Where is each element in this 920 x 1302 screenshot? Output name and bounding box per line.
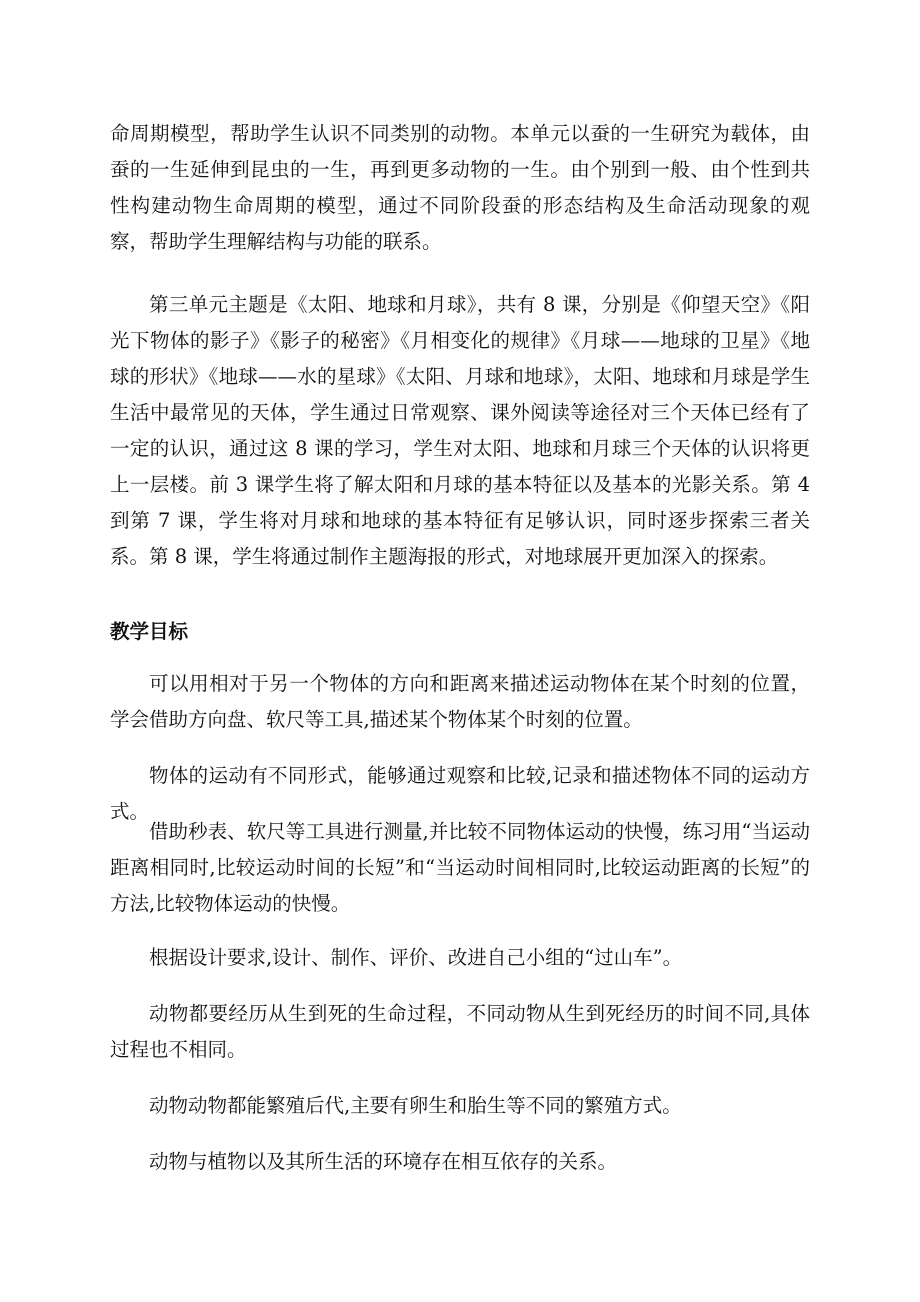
objective-item: 动物都要经历从生到死的生命过程，不同动物从生到死经历的时间不同,具体过程也不相同。 bbox=[110, 1002, 810, 1061]
objective-item: 根据设计要求,设计、制作、评价、改进自己小组的“过山车”。 bbox=[149, 946, 683, 969]
paragraph-unit-three: 第三单元主题是《太阳、地球和月球》，共有 8 课，分别是《仰望天空》《阳光下物体的影子》《影子的秘密》《月相变化的规律》《月球——地球的卫星》《地球的形状》《地球——水的星球》《太阳、月球和地球》，太阳、地球和月球是学生生活中最常见的天体，学生通过日常观察、课外阅读等途径对三个天体已经有了一定的认识，通过这 8 课的学习，学生对太阳、地球和月球三个天体的认识将更上一层楼。前 3 课学生将了解太阳和月球的基本特征以及基本的光影关系。第 4 到第 7 课，学生将对月球和地球的基本特征有足够认识，同时逐步探索三者关系。第 8 课，学生将通过制作主题海报的形式，对地球展开更加深入的探索。 bbox=[110, 293, 810, 568]
section-heading-teaching-objectives: 教学目标 bbox=[110, 620, 189, 643]
objective-item: 动物与植物以及其所生活的环境存在相互依存的关系。 bbox=[149, 1150, 618, 1173]
paragraph-life-cycle: 命周期模型，帮助学生认识不同类别的动物。本单元以蚕的一生研究为载体，由蚕的一生延伸到昆虫的一生，再到更多动物的一生。由个别到一般、由个性到共性构建动物生命周期的模型，通过不同阶段蚕的形态结构及生命活动现象的观察，帮助学生理解结构与功能的联系。 bbox=[110, 122, 810, 253]
objective-item: 动物动物都能繁殖后代,主要有卵生和胎生等不同的繁殖方式。 bbox=[149, 1094, 682, 1117]
objective-item: 借助秒表、软尺等工具进行测量,并比较不同物体运动的快慢，练习用“当运动距离相同时,比较运动时间的长短”和“当运动时间相同时,比较运动距离的长短”的方法,比较物体运动的快慢。 bbox=[110, 820, 810, 915]
objective-item: 可以用相对于另一个物体的方向和距离来描述运动物体在某个时刻的位置，学会借助方向盘、软尺等工具,描述某个物体某个时刻的位置。 bbox=[110, 672, 810, 731]
objective-item: 物体的运动有不同形式，能够通过观察和比较,记录和描述物体不同的运动方式。 bbox=[110, 764, 810, 823]
